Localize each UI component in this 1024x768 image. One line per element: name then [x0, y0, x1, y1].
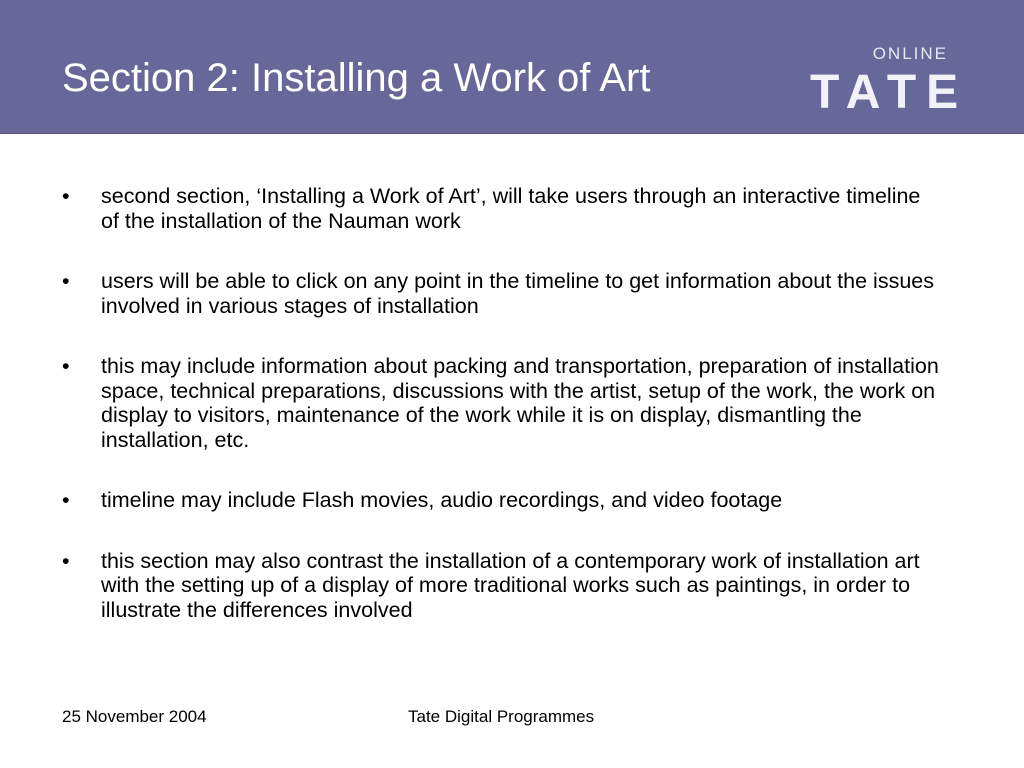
bullet-text: second section, ‘Installing a Work of Art’, will take users through an interactive timeline of the installation of the Nauman work: [101, 184, 921, 233]
bullet-list: [62, 184, 942, 658]
bullet-text: timeline may include Flash movies, audio recordings, and video footage: [101, 488, 783, 512]
bullet-mark: •: [62, 354, 70, 378]
bullet-mark: •: [62, 488, 70, 512]
footer-date: 25 November 2004: [62, 707, 207, 726]
bullet-text: this may include information about packing and transportation, preparation of installation space, technical preparations, discussions with the artist, setup of the work, the work on display to visitors, maintenance of the work while it is on display, dismantling the installation, etc.: [101, 354, 939, 452]
bullet-text: this section may also contrast the installation of a contemporary work of installation art with the setting up of a display of more traditional works such as paintings, in order to illustrate the differences involved: [101, 548, 920, 622]
bullet-item: [62, 354, 942, 452]
slide-title: Section 2: Installing a Work of Art: [62, 56, 651, 100]
logo-online-text: ONLINE: [872, 44, 948, 63]
tate-online-logo: [806, 44, 969, 122]
bullet-item: [62, 549, 942, 623]
bullet-mark: •: [62, 184, 70, 208]
header-band: [0, 0, 1024, 134]
bullet-mark: •: [62, 269, 70, 293]
bullet-item: [62, 269, 942, 318]
bullet-item: [62, 488, 942, 513]
footer-organization: Tate Digital Programmes: [408, 707, 595, 726]
bullet-text: users will be able to click on any point in the timeline to get information about the issues involved in various stages of installation: [101, 269, 934, 318]
bullet-item: [62, 184, 942, 233]
logo-tate-text: TATE: [810, 66, 969, 119]
bullet-mark: •: [62, 548, 70, 573]
